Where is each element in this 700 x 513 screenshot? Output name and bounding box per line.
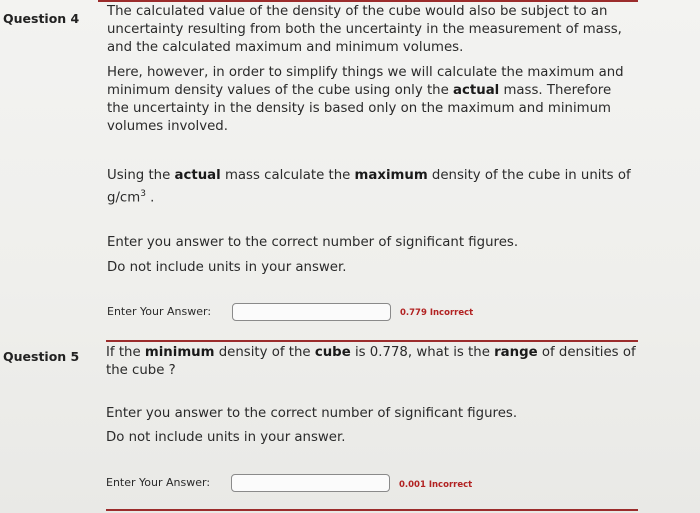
q4-q-superscript: 3 bbox=[140, 189, 146, 199]
q4-q-text-a: Using the bbox=[107, 168, 175, 183]
q5-instruction-no-units: Do not include units in your answer. bbox=[106, 430, 346, 445]
q4-answer-input[interactable] bbox=[232, 303, 391, 321]
q4-q-text-e: density of the cube in units of g/cm bbox=[107, 168, 631, 206]
question-4-top-rule bbox=[98, 0, 638, 2]
q4-q-maximum: maximum bbox=[354, 168, 428, 183]
q5-text-e: is 0.778, what is the bbox=[350, 345, 495, 360]
q4-instruction-no-units: Do not include units in your answer. bbox=[107, 260, 347, 275]
q4-para2-actual: actual bbox=[453, 83, 500, 98]
q4-q-actual: actual bbox=[174, 168, 221, 183]
q5-text-a: If the bbox=[106, 345, 145, 360]
q4-status-incorrect: 0.779 Incorrect bbox=[400, 308, 474, 318]
q5-text-g: of densities of the cube ? bbox=[106, 345, 636, 378]
question-5-top-rule bbox=[106, 340, 638, 342]
question-4-label: Question 4 bbox=[3, 11, 80, 26]
q4-para2-text-c: mass. Therefore the uncertainty in the density is based only on the maximum and minimum volumes involved. bbox=[107, 83, 612, 134]
q5-cube: cube bbox=[314, 345, 351, 360]
q5-minimum: minimum bbox=[144, 345, 215, 360]
q4-q-text-c: mass calculate the bbox=[220, 168, 355, 183]
q5-answer-input[interactable] bbox=[231, 474, 390, 492]
q5-instruction-sig-figs: Enter you answer to the correct number of significant figures. bbox=[106, 406, 518, 421]
q5-question-text bbox=[106, 344, 636, 380]
q4-paragraph-1: The calculated value of the density of the cube would also be subject to an uncertainty resulting from both the uncertainty in the measurement of mass, and the calculated maximum and minimum volumes. bbox=[107, 4, 622, 55]
q5-answer-label: Enter Your Answer: bbox=[106, 476, 211, 489]
question-5-bottom-rule bbox=[106, 509, 638, 511]
q4-para2-text-a: Here, however, in order to simplify things we will calculate the maximum and minimum density values of the cube using only the bbox=[107, 65, 624, 98]
question-5-label: Question 5 bbox=[3, 349, 80, 364]
q4-instruction-sig-figs: Enter you answer to the correct number of significant figures. bbox=[107, 235, 519, 250]
q5-text-c: density of the bbox=[214, 345, 315, 360]
q5-status-incorrect: 0.001 Incorrect bbox=[399, 480, 473, 490]
q4-answer-label: Enter Your Answer: bbox=[107, 305, 212, 318]
q4-q-text-end: . bbox=[145, 190, 155, 206]
q4-question-text bbox=[107, 167, 637, 207]
q4-paragraph-2 bbox=[107, 64, 637, 136]
q5-range: range bbox=[494, 345, 538, 360]
